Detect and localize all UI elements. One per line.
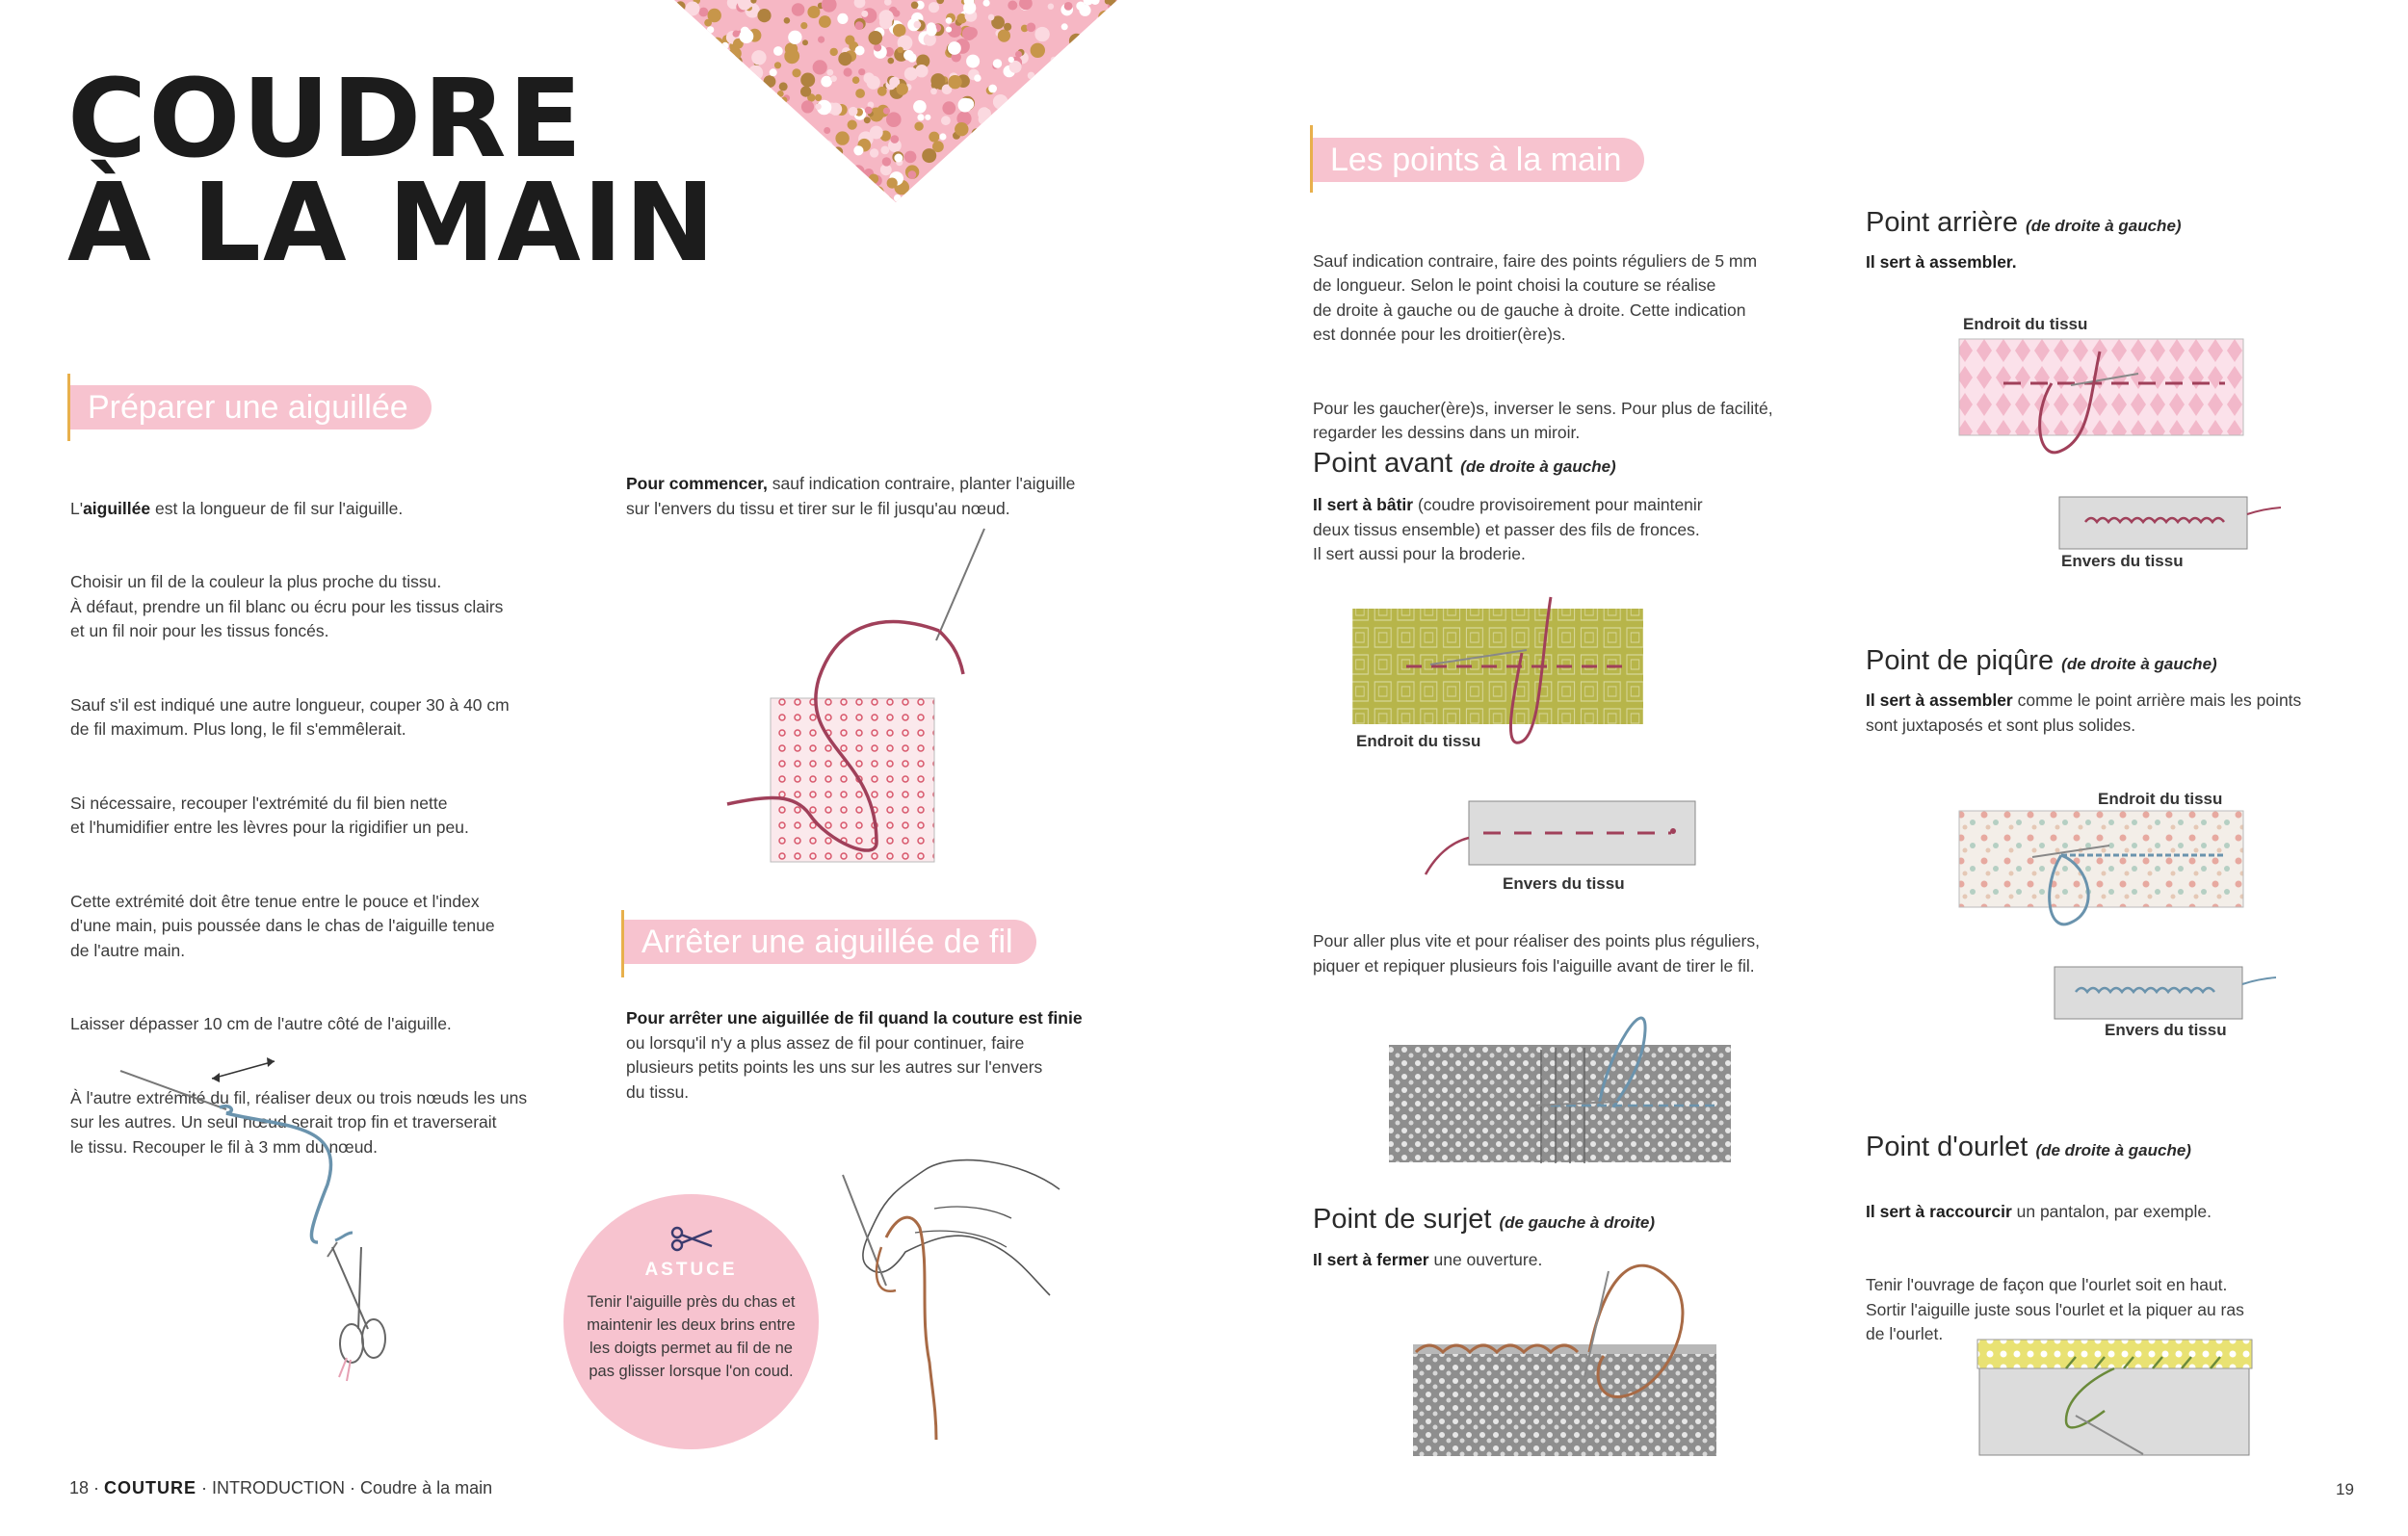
point-arriere-text: Il sert à assembler.: [1866, 252, 2017, 272]
paragraph: Si nécessaire, recouper l'extrémité du fil bien nette et l'humidifier entre les lèvres pour la rigidifier un peu.: [70, 793, 469, 837]
paragraph: L'aiguillée est la longueur de fil sur l'aiguille.: [70, 498, 404, 518]
scissors-icon: [669, 1225, 716, 1252]
point-ourlet-illustration: [1970, 1334, 2259, 1459]
section-heading-arreter: Arrêter une aiguillée de fil: [624, 920, 1036, 964]
paragraph: Sauf indication contraire, faire des points réguliers de 5 mm de longueur. Selon le point choisi la couture se réalise de droite à gauche ou de gauche à droite. Cette indication est donnée pour les droitier(ère)s.: [1313, 250, 1758, 344]
point-piqure-endroit-illustration: [1955, 809, 2244, 934]
heading-point-arriere: Point arrière (de droite à gauche): [1866, 207, 2182, 238]
paragraph: Pour les gaucher(ère)s, inverser le sens. Pour plus de facilité, regarder les dessins dans un miroir.: [1313, 398, 1773, 442]
heading-point-ourlet: Point d'ourlet (de droite à gauche): [1866, 1132, 2191, 1162]
label-endroit: Endroit du tissu: [2098, 790, 2223, 808]
paragraph: Il sert à raccourcir un pantalon, par exemple.: [1866, 1201, 2212, 1221]
label-envers: Envers du tissu: [2105, 1021, 2227, 1039]
title-line-1: COUDRE: [67, 57, 585, 182]
point-arriere-endroit-illustration: [1955, 337, 2244, 462]
paragraph: Sauf s'il est indiqué une autre longueur, couper 30 à 40 cm de fil maximum. Plus long, le fil s'emmêlerait.: [70, 694, 510, 739]
footer-breadcrumb: 18 · COUTURE · INTRODUCTION · Coudre à la main: [69, 1478, 493, 1497]
section-heading-preparer: Préparer une aiguillée: [70, 385, 432, 430]
astuce-text: Tenir l'aiguille près du chas et maintenir les deux brins entre les doigts permet au fil de ne pas glisser lorsque l'on coud.: [587, 1293, 796, 1380]
point-avant-gathered-illustration: [1387, 992, 1734, 1165]
heading-point-avant: Point avant (de droite à gauche): [1313, 448, 1616, 479]
commencer-text: Pour commencer, sauf indication contraire, planter l'aiguille sur l'envers du tissu et tirer sur le fil jusqu'au nœud.: [626, 474, 1076, 518]
hand-illustration: [828, 1151, 1079, 1445]
paragraph: Choisir un fil de la couleur la plus proche du tissu. À défaut, prendre un fil blanc ou écru pour les tissus clairs et un fil noir pour les tissus foncés.: [70, 572, 504, 640]
point-avant-envers-illustration: [1421, 799, 1700, 876]
page-title: [67, 57, 718, 286]
paragraph: Cette extrémité doit être tenue entre le pouce et l'index d'une main, puis poussée dans le chas de l'aiguille tenue de l'autre main.: [70, 891, 495, 960]
label-endroit: Endroit du tissu: [1356, 732, 1481, 750]
needle-fabric-illustration: [713, 525, 1002, 872]
astuce-callout: [563, 1194, 819, 1449]
section-heading-points: Les points à la main: [1313, 138, 1644, 182]
paragraph: Laisser dépasser 10 cm de l'autre côté de l'aiguille.: [70, 1014, 452, 1033]
arreter-text: Pour arrêter une aiguillée de fil quand la couture est finie ou lorsqu'il n'y a plus assez de fil pour continuer, faire plusieurs petits points les uns sur les autres sur l'envers du tissu.: [626, 1008, 1083, 1102]
confetti-triangle-decoration: [674, 0, 1117, 207]
paragraph: Tenir l'ouvrage de façon que l'ourlet soit en haut. Sortir l'aiguille juste sous l'ourlet et la piquer au ras de l'ourlet.: [1866, 1275, 2244, 1343]
point-surjet-illustration: [1411, 1242, 1719, 1454]
point-avant-endroit-illustration: [1348, 597, 1647, 751]
point-avant-text: Il sert à bâtir (coudre provisoirement pour maintenir deux tissus ensemble) et passer des fils de fronces. Il sert aussi pour la broderie.: [1313, 495, 1703, 563]
heading-point-piqure: Point de piqûre (de droite à gauche): [1866, 645, 2217, 676]
point-arriere-envers-illustration: [2052, 493, 2283, 553]
needle-scissors-illustration: [116, 1050, 433, 1406]
page-number-right: 19: [2336, 1480, 2354, 1498]
label-envers: Envers du tissu: [2061, 552, 2184, 570]
title-line-2: À LA MAIN: [67, 161, 718, 286]
heading-point-surjet: Point de surjet (de gauche à droite): [1313, 1204, 1655, 1235]
label-endroit: Endroit du tissu: [1963, 315, 2088, 333]
point-piqure-text: Il sert à assembler comme le point arrière mais les points sont juxtaposés et sont plus solides.: [1866, 690, 2302, 735]
point-surjet-text: Il sert à fermer une ouverture.: [1313, 1250, 1543, 1269]
label-envers: Envers du tissu: [1503, 874, 1625, 893]
paragraph: À l'autre extrémité du fil, réaliser deux ou trois nœuds les uns sur les autres. Un seul nœud serait trop fin et traverserait le tissu. Recouper le fil à 3 mm du nœud.: [70, 1087, 528, 1157]
point-piqure-envers-illustration: [2047, 963, 2278, 1023]
astuce-title: ASTUCE: [644, 1260, 738, 1280]
point-avant-note: Pour aller plus vite et pour réaliser des points plus réguliers, piquer et repiquer plusieurs fois l'aiguille avant de tirer le fil.: [1313, 931, 1760, 976]
